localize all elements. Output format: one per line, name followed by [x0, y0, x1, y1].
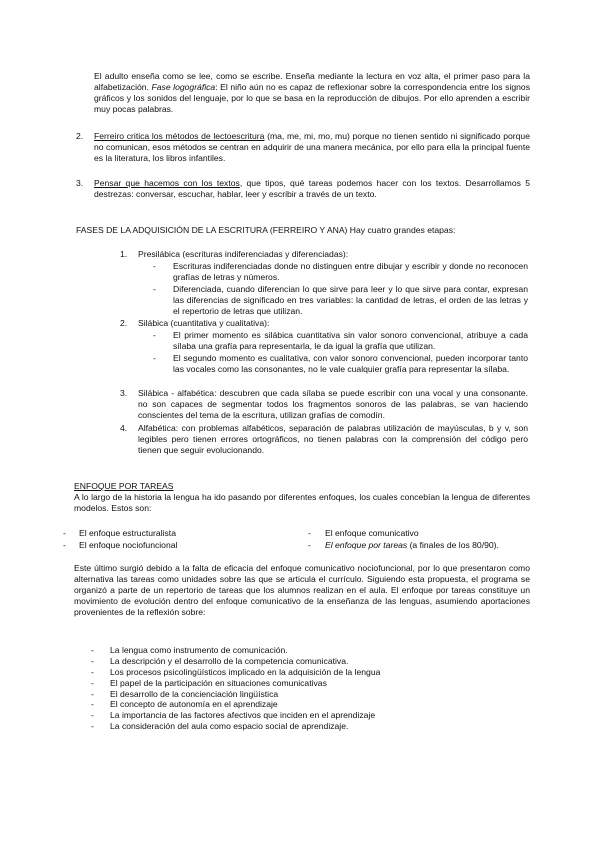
list-item	[91, 645, 531, 656]
dash-bullet: -	[153, 284, 156, 294]
dash-bullet: -	[153, 353, 156, 363]
list-item	[91, 678, 531, 689]
list-item	[91, 656, 531, 667]
stage-sub-item: Escrituras indiferenciadas donde no distinguen entre dibujar y escribir y donde no reconocen grafías de letras y números.	[173, 261, 528, 282]
item-ferreiro	[94, 131, 530, 164]
list-item	[91, 699, 531, 710]
dash-bullet: -	[91, 645, 94, 655]
dash-bullet: -	[91, 699, 94, 710]
list-item	[91, 721, 531, 732]
list-item	[91, 667, 531, 678]
stage-number: 3.	[120, 388, 128, 398]
list-item-text: El concepto de autonomía en el aprendizaje	[110, 699, 278, 710]
list-item-text: La consideración del aula como espacio social de aprendizaje.	[110, 721, 349, 732]
dash-bullet: -	[91, 677, 94, 688]
dash-bullet: -	[91, 710, 94, 721]
item-rest: (ma, me, mi, mo, mu) porque no tienen sentido ni significado porque no comunican, esos métodos se centran en adquirir de una manera mecánica, por ello para ella la principal fuente es la literatura, los libros infantiles.	[94, 131, 530, 163]
stage-title: Presilábica (escrituras indiferenciadas y diferenciadas):	[138, 249, 349, 259]
list-item-text: La lengua como instrumento de comunicación.	[110, 645, 288, 655]
item-pensar	[94, 178, 530, 200]
enfoque-intro: A lo largo de la historia la lengua ha ido pasando por diferentes enfoques, los cuales concebían la lengua de diferentes modelos. Estos son:	[74, 492, 530, 513]
item-underlined: Ferreiro critica los métodos de lectoescritura	[94, 131, 265, 141]
stage-title: Alfabética: con problemas alfabéticos, separación de palabras utilización de mayúsculas, b y v, son legibles pero tienen errores ortográficos, no tienen palabras con la comprensión del código pero tienen que seguir evolucionando.	[138, 423, 528, 455]
list-item	[91, 710, 531, 721]
dash-bullet: -	[91, 721, 94, 732]
stage-title: Silábica - alfabética: descubren que cada sílaba se puede escribir con una vocal y una consonante. no son capaces de segmentar todos los fragmentos sonoros de las palabras, se van haciendo conscientes del tema de la escritura, utilizan grafías de comodín.	[138, 388, 528, 420]
list-item-text: La importancia de las factores afectivos que inciden en el aprendizaje	[110, 710, 376, 721]
list-item-text: Los procesos psicolingüísticos implicado en la adquisición de la lengua	[110, 666, 381, 677]
dash-bullet: -	[63, 528, 66, 538]
stage-sub-item: Diferenciada, cuando diferencian lo que sirve para leer y lo que sirve para contar, expresan las diferencias de significado en tres variables: la cantidad de letras, el orden de las letras y el repertorio de letras que utilizan.	[173, 284, 528, 316]
dash-bullet: -	[308, 540, 311, 550]
dash-bullet: -	[153, 330, 156, 340]
dash-bullet: -	[153, 261, 156, 271]
stage-number: 1.	[120, 249, 128, 259]
intro-text-before: El adulto enseña como se lee, como se escribe. Enseña mediante la lectura en voz alta, el primer paso para la alfabetización.	[94, 71, 530, 92]
stage-number: 2.	[120, 318, 128, 328]
list-item-text: La descripción y el desarrollo de la competencia comunicativa.	[110, 655, 349, 666]
dash-bullet: -	[308, 528, 311, 538]
item-number: 3.	[76, 178, 84, 188]
dash-bullet: -	[91, 655, 94, 666]
approach-item: El enfoque nociofuncional	[79, 540, 178, 550]
stage-sub-item: El primer momento es silábica cuantitativa sin valor sonoro convencional, atribuye a cada sílaba una grafía para representarla, le da igual la grafía que utilizan.	[173, 330, 528, 351]
item-underlined: Pensar que hacemos con los textos	[94, 178, 240, 188]
approach-item: El enfoque estructuralista	[79, 528, 176, 538]
approach-italic: El enfoque por tareas	[325, 540, 408, 550]
item-number: 2.	[76, 131, 84, 141]
enfoque-paragraph: Este último surgió debido a la falta de eficacia del enfoque comunicativo nociofuncional, por lo que presentaron como alternativa las tareas como unidades sobre las que se articula el currículo. Siguiendo esta propuesta, el programa se organizó a parte de un repertorio de tareas que los alumnos realizan en el aula. El enfoque por tareas constituye un movimiento de evolución dentro del enfoque comunicativo de la enseñanza de las lenguas, asumiendo aportaciones provenientes de la reflexión sobre:	[74, 563, 530, 617]
list-item	[91, 689, 531, 700]
list-item-text: El desarrollo de la concienciación lingüística	[110, 688, 279, 699]
stage-title: Silábica (cuantitativa y cualitativa):	[138, 318, 270, 328]
intro-paragraph	[94, 71, 530, 115]
dash-bullet: -	[63, 540, 66, 550]
intro-text-after: : El niño aún no es capaz de reflexionar sobre la correspondencia entre los signos gráficos y los sonidos del lenguaje, por lo que se basa en la reproducción de dibujos. Por ello aprenden a escribir muy pocas palabras.	[94, 81, 530, 114]
approach-item-tareas	[325, 540, 545, 551]
stage-number: 4.	[120, 423, 128, 433]
enfoque-heading: ENFOQUE POR TAREAS	[74, 481, 174, 491]
dash-bullet: -	[91, 666, 94, 677]
approach-rest: (a finales de los 80/90).	[407, 540, 499, 550]
dash-bullet: -	[91, 688, 94, 699]
reflection-list	[91, 645, 531, 732]
approach-item: El enfoque comunicativo	[325, 528, 419, 538]
fases-heading: FASES DE LA ADQUISICIÓN DE LA ESCRITURA (FERREIRO Y ANA) Hay cuatro grandes etapas:	[76, 225, 456, 235]
stage-sub-item: El segundo momento es cualitativa, con valor sonoro convencional, pueden incorporar tanto las vocales como las consonantes, no le vale cualquier grafía para representar la sílaba.	[173, 353, 528, 374]
item-rest: , que tipos, qué tareas podemos hacer con los textos. Desarrollamos 5 destrezas: conversar, escuchar, hablar, leer y escribir a través de un texto.	[94, 178, 530, 199]
intro-term: Fase logográfica	[151, 81, 216, 92]
list-item-text: El papel de la participación en situaciones comunicativas	[110, 677, 327, 688]
